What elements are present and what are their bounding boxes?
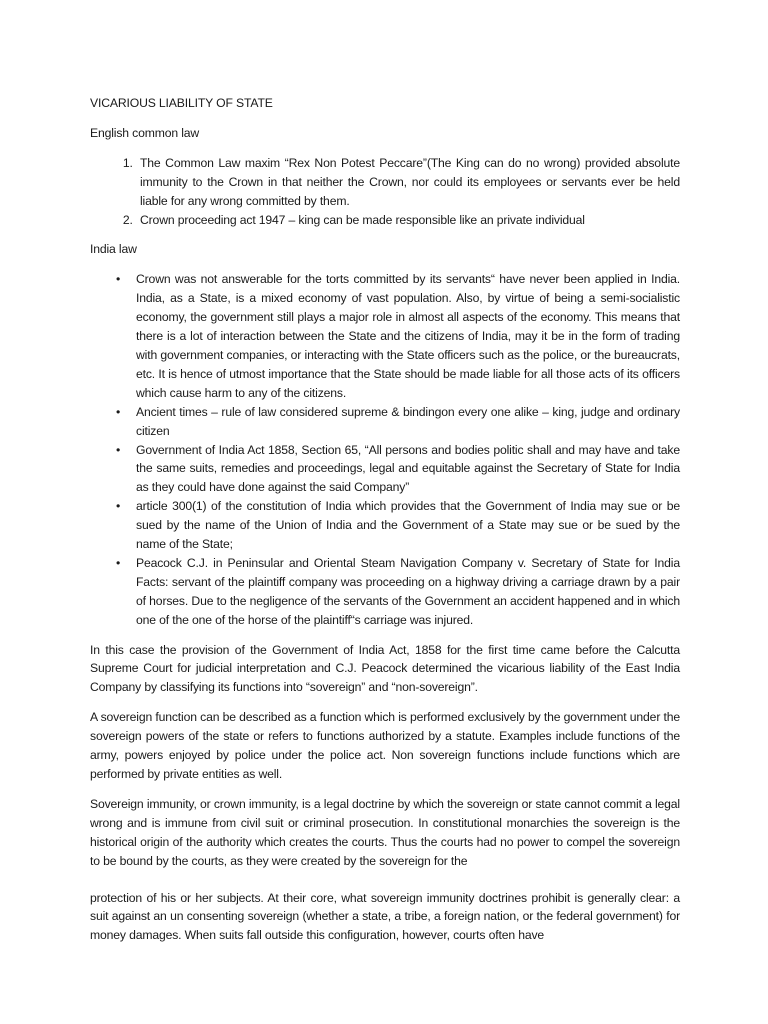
document-page (90, 94, 680, 956)
india-law-list (90, 270, 680, 629)
english-law-item-2: 2. Crown proceeding act 1947 – king can be made responsible like an private individual (136, 211, 680, 230)
paragraph-sovereign-function: A sovereign function can be described as a function which is performed exclusively by the government under the sovereign powers of the state or refers to functions authorized by a statute. Examples include functions of the army, powers enjoyed by police under the police act. Non sovereign functions include functions which are performed by private entities as well. (90, 710, 680, 781)
paragraph-case-provision: In this case the provision of the Government of India Act, 1858 for the first time came before the Calcutta Supreme Court for judicial interpretation and C.J. Peacock determined the vicarious liability of the East India Company by classifying its functions into “sovereign” and “non-sovereign”. (90, 642, 680, 695)
india-law-item-2: • Ancient times – rule of law considered supreme & bindingon every one alike – king, judge and ordinary citizen (136, 403, 680, 441)
india-law-item-4: • article 300(1) of the constitution of India which provides that the Government of India may sue or be sued by the name of the Union of India and the Government of a State may sue or be sued by the name of the State; (136, 497, 680, 554)
india-law-item-1: • Crown was not answerable for the torts committed by its servants“ have never been applied in India. India, as a State, is a mixed economy of vast population. Also, by virtue of being a semi-socialistic economy, the government still plays a major role in almost all aspects of the economy. This means that there is a lot of interaction between the State and the citizens of India, may it be in the form of trading with government companies, or interacting with the State officers such as the police, or the bureaucrats, etc. It is hence of utmost importance that the State should be made liable for all those acts of its officers which cause harm to any of the citizens. (136, 270, 680, 402)
english-law-item-1: 1. The Common Law maxim “Rex Non Potest Peccare”(The King can do no wrong) provided absolute immunity to the Crown in that neither the Crown, nor could its employees or servants ever be held liable for any wrong committed by them. (136, 154, 680, 211)
india-law-item-3: • Government of India Act 1858, Section 65, “All persons and bodies politic shall and may have and take the same suits, remedies and proceedings, legal and equitable against the Secretary of State for India as they could have done against the said Company” (136, 441, 680, 498)
section-heading-english-common-law: English common law (90, 125, 200, 140)
paragraph-sovereign-immunity: Sovereign immunity, or crown immunity, is a legal doctrine by which the sovereign or state cannot commit a legal wrong and is immune from civil suit or criminal prosecution. In constitutional monarchies the sovereign is the historical origin of the authority which creates the courts. Thus the courts had no power to compel the sovereign to be bound by the courts, as they were created by the sovereign for the (90, 796, 680, 868)
paragraph-sovereign-immunity-continued: protection of his or her subjects. At their core, what sovereign immunity doctrines prohibit is generally clear: a suit against an un consenting sovereign (whether a state, a tribe, a foreign nation, or the federal government) for money damages. When suits fall outside this configuration, however, courts often have (90, 890, 680, 943)
document-title: VICARIOUS LIABILITY OF STATE (90, 96, 273, 110)
section-heading-india-law: India law (90, 242, 137, 257)
english-law-list (90, 154, 680, 230)
india-law-item-5: • Peacock C.J. in Peninsular and Oriental Steam Navigation Company v. Secretary of State for India Facts: servant of the plaintiff company was proceeding on a highway driving a carriage drawn by a pair of horses. Due to the negligence of the servants of the Government an accident happened and in which one of the one of the horse of the plaintiff“s carriage was injured. (136, 554, 680, 630)
